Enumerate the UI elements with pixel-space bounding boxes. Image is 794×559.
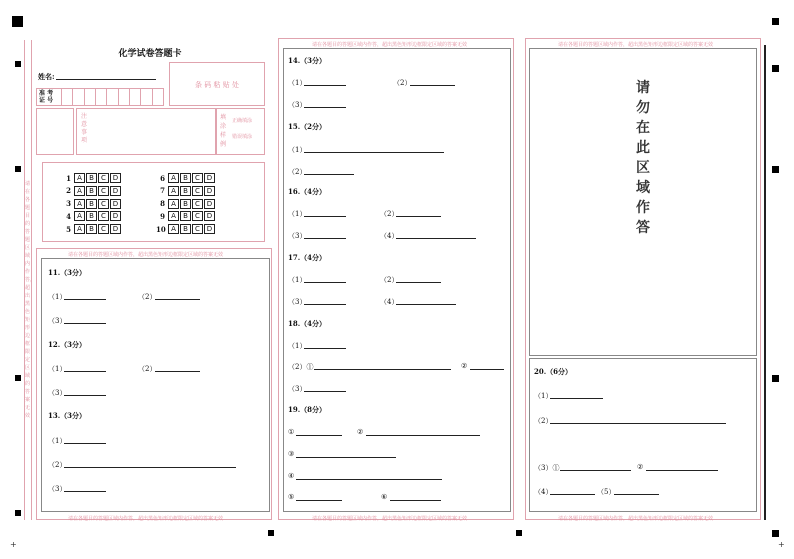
ticket-label-1: 准 考 <box>39 90 54 97</box>
q16-3-blank[interactable] <box>304 238 346 239</box>
barcode-label: 条 码 粘 贴 处 <box>195 81 239 89</box>
q20-4-blank[interactable] <box>550 494 595 495</box>
mc-option-3-b[interactable]: B <box>86 199 97 209</box>
mc-number: 10 <box>156 224 166 234</box>
q11-head: 11.（3分） <box>48 268 87 277</box>
no-answer-char: 勿 <box>636 100 650 116</box>
q17-3-blank[interactable] <box>304 304 346 305</box>
q20-1-label: （1） <box>534 392 553 400</box>
q14-head: 14.（3分） <box>288 56 327 65</box>
mc-number: 9 <box>160 211 165 221</box>
no-answer-char: 域 <box>636 180 650 196</box>
q13-2-blank[interactable] <box>64 467 236 468</box>
q16-head: 16.（4分） <box>288 187 327 196</box>
right-edge-line <box>764 45 766 520</box>
q12-2-blank[interactable] <box>155 371 200 372</box>
mc-option-9-a[interactable]: A <box>168 211 179 221</box>
q17-4-blank[interactable] <box>396 304 456 305</box>
corner-mark-tl <box>12 16 23 27</box>
q19-1-label: ① <box>288 428 295 436</box>
q20-2-blank[interactable] <box>550 423 726 424</box>
mc-option-2-a[interactable]: A <box>74 186 85 196</box>
mc-number: 8 <box>160 199 165 209</box>
mc-number: 2 <box>66 186 71 196</box>
q17-2-blank[interactable] <box>396 282 441 283</box>
mc-option-2-c[interactable]: C <box>98 186 109 196</box>
q17-3-label: （3） <box>288 298 307 306</box>
mc-option-9-d[interactable]: D <box>204 211 215 221</box>
notice-left-box <box>36 108 74 155</box>
q13-3-blank[interactable] <box>64 491 106 492</box>
mc-option-5-a[interactable]: A <box>74 224 85 234</box>
q18-1-label: （1） <box>288 342 307 350</box>
area-2-bottom-warning: 请在各题目的答题区域内作答，超出黑色矩形边框限定区域的答案无效 <box>312 516 468 522</box>
q12-3-label: （3） <box>48 389 67 397</box>
q14-3-label: （3） <box>288 101 307 109</box>
mc-option-6-a[interactable]: A <box>168 173 179 183</box>
mc-option-9-b[interactable]: B <box>180 211 191 221</box>
mc-option-6-b[interactable]: B <box>180 173 191 183</box>
mc-number: 7 <box>160 186 165 196</box>
q12-head: 12.（3分） <box>48 340 87 349</box>
q17-2-label: （2） <box>380 276 399 284</box>
mc-row-8 <box>156 199 216 209</box>
q14-1-label: （1） <box>288 79 307 87</box>
timing-mark <box>772 166 779 173</box>
mc-option-7-b[interactable]: B <box>180 186 191 196</box>
mc-option-3-a[interactable]: A <box>74 199 85 209</box>
timing-mark <box>268 530 274 536</box>
q20-3b-label: ② <box>637 463 644 471</box>
fill-wrong-label: 错误填涂 <box>232 134 253 140</box>
q11-3-label: （3） <box>48 317 67 325</box>
mc-row-6 <box>156 173 216 183</box>
mc-option-6-d[interactable]: D <box>204 173 215 183</box>
q11-1-blank[interactable] <box>64 299 106 300</box>
q14-3-blank[interactable] <box>304 107 346 108</box>
q19-6-label: ⑥ <box>381 493 388 501</box>
no-answer-char: 区 <box>636 160 650 176</box>
q15-1-blank[interactable] <box>304 152 444 153</box>
mc-option-4-d[interactable]: D <box>110 211 121 221</box>
fill-example-title: 填涂样例 <box>220 114 227 148</box>
q15-head: 15.（2分） <box>288 122 327 131</box>
mc-row-1 <box>62 173 122 183</box>
q12-2-label: （2） <box>138 365 157 373</box>
q11-2-label: （2） <box>138 293 157 301</box>
q16-1-label: （1） <box>288 210 307 218</box>
no-answer-char: 在 <box>636 120 650 136</box>
timing-mark <box>772 65 779 72</box>
no-answer-char: 请 <box>636 80 650 96</box>
mc-option-9-c[interactable]: C <box>192 211 203 221</box>
q13-1-blank[interactable] <box>64 443 106 444</box>
mc-option-7-d[interactable]: D <box>204 186 215 196</box>
q18-2b-blank[interactable] <box>470 369 504 370</box>
q17-1-blank[interactable] <box>304 282 346 283</box>
mc-row-4 <box>62 211 122 221</box>
q17-head: 17.（4分） <box>288 253 327 262</box>
q11-3-blank[interactable] <box>64 323 106 324</box>
mc-row-3 <box>62 199 122 209</box>
q20-3-label: （3）① <box>534 464 560 472</box>
q18-3-label: （3） <box>288 385 307 393</box>
q11-1-label: （1） <box>48 293 67 301</box>
q19-head: 19.（8分） <box>288 405 327 414</box>
mc-option-7-a[interactable]: A <box>168 186 179 196</box>
mc-option-10-d[interactable]: D <box>204 224 215 234</box>
mc-row-2 <box>62 186 122 196</box>
timing-mark <box>516 530 522 536</box>
area-3-top-warning: 请在各题目的答题区域内作答，超出黑色矩形边框限定区域的答案无效 <box>558 42 714 48</box>
q19-5-blank[interactable] <box>296 500 342 501</box>
q16-2-label: （2） <box>380 210 399 218</box>
mc-row-10 <box>156 224 216 234</box>
page-title: 化学试卷答题卡 <box>118 49 182 59</box>
q20-5-blank[interactable] <box>614 494 659 495</box>
mc-option-8-c[interactable]: C <box>192 199 203 209</box>
q16-4-blank[interactable] <box>396 238 476 239</box>
mc-number: 1 <box>66 173 71 183</box>
q18-2a-blank[interactable] <box>314 369 451 370</box>
fill-correct-label: 正确填涂 <box>232 118 253 124</box>
mc-option-1-c[interactable]: C <box>98 173 109 183</box>
area-1-bottom-warning: 请在各题目的答题区域内作答，超出黑色矩形边框限定区域的答案无效 <box>68 516 224 522</box>
q15-2-blank[interactable] <box>304 174 354 175</box>
q15-2-label: （2） <box>288 168 307 176</box>
timing-mark <box>15 375 21 381</box>
no-answer-char: 此 <box>636 140 650 156</box>
mc-option-8-d[interactable]: D <box>204 199 215 209</box>
answer-area-3[interactable] <box>529 358 757 512</box>
binding-warning: 请在各题目的答题区域内作答，超出黑色矩形边框限定区域的答案无效 <box>25 181 36 419</box>
q18-2-label: （2）① <box>288 363 314 371</box>
q16-2-blank[interactable] <box>396 216 441 217</box>
crop-mark: + <box>10 540 17 549</box>
mc-row-7 <box>156 186 216 196</box>
timing-mark <box>15 166 21 172</box>
timing-mark <box>772 375 779 382</box>
mc-number: 4 <box>66 211 71 221</box>
q13-2-label: （2） <box>48 461 67 469</box>
q16-3-label: （3） <box>288 232 307 240</box>
q20-2-label: （2） <box>534 417 553 425</box>
q20-3a-blank[interactable] <box>560 470 631 471</box>
q17-4-label: （4） <box>380 298 399 306</box>
mc-option-1-b[interactable]: B <box>86 173 97 183</box>
q12-1-blank[interactable] <box>64 371 106 372</box>
q19-2-blank[interactable] <box>366 435 480 436</box>
mc-option-8-b[interactable]: B <box>180 199 191 209</box>
q19-2-label: ② <box>357 428 364 436</box>
area-3-bottom-warning: 请在各题目的答题区域内作答，超出黑色矩形边框限定区域的答案无效 <box>558 516 714 522</box>
q13-1-label: （1） <box>48 437 67 445</box>
q19-1-blank[interactable] <box>296 435 342 436</box>
timing-mark <box>15 61 21 67</box>
q12-1-label: （1） <box>48 365 67 373</box>
q20-1-blank[interactable] <box>550 398 603 399</box>
q18-2b-label: ② <box>461 362 468 370</box>
mc-option-4-c[interactable]: C <box>98 211 109 221</box>
mc-option-8-a[interactable]: A <box>168 199 179 209</box>
mc-option-5-b[interactable]: B <box>86 224 97 234</box>
timing-mark <box>772 530 779 537</box>
mc-row-5 <box>62 224 122 234</box>
no-answer-char: 作 <box>636 200 650 216</box>
timing-mark <box>15 510 21 516</box>
q20-head: 20.（6分） <box>534 367 573 376</box>
q16-1-blank[interactable] <box>304 216 346 217</box>
q20-5-label: （5） <box>597 488 616 496</box>
q19-6-blank[interactable] <box>390 500 441 501</box>
mc-option-4-a[interactable]: A <box>74 211 85 221</box>
corner-mark-tr <box>772 18 779 25</box>
area-2-top-warning: 请在各题目的答题区域内作答，超出黑色矩形边框限定区域的答案无效 <box>312 42 468 48</box>
q12-3-blank[interactable] <box>64 395 106 396</box>
name-label: 姓名: <box>38 72 55 81</box>
notice-box <box>76 108 216 155</box>
mc-row-9 <box>156 211 216 221</box>
q19-5-label: ⑤ <box>288 493 295 501</box>
q15-1-label: （1） <box>288 146 307 154</box>
mc-option-6-c[interactable]: C <box>192 173 203 183</box>
q19-3-label: ③ <box>288 450 295 458</box>
mc-option-4-b[interactable]: B <box>86 211 97 221</box>
barcode-area <box>169 62 265 106</box>
mc-option-1-d[interactable]: D <box>110 173 121 183</box>
mc-option-1-a[interactable]: A <box>74 173 85 183</box>
mc-option-10-a[interactable]: A <box>168 224 179 234</box>
q19-4-blank[interactable] <box>296 479 442 480</box>
q18-1-blank[interactable] <box>304 348 346 349</box>
mc-option-10-b[interactable]: B <box>180 224 191 234</box>
no-answer-char: 答 <box>636 220 650 236</box>
q19-3-blank[interactable] <box>296 457 396 458</box>
notice-title: 注意事项 <box>81 113 88 144</box>
name-field[interactable] <box>56 79 156 80</box>
q16-4-label: （4） <box>380 232 399 240</box>
mc-option-7-c[interactable]: C <box>192 186 203 196</box>
mc-number: 6 <box>160 173 165 183</box>
mc-option-5-d[interactable]: D <box>110 224 121 234</box>
q14-2-blank[interactable] <box>410 85 455 86</box>
q19-4-label: ④ <box>288 472 295 480</box>
mc-option-2-b[interactable]: B <box>86 186 97 196</box>
q18-head: 18.（4分） <box>288 319 327 328</box>
mc-number: 5 <box>66 224 71 234</box>
q13-3-label: （3） <box>48 485 67 493</box>
q13-head: 13.（3分） <box>48 411 87 420</box>
ticket-number-grid[interactable] <box>36 88 164 106</box>
q14-1-blank[interactable] <box>304 85 346 86</box>
crop-mark: + <box>778 540 785 549</box>
mc-number: 3 <box>66 199 71 209</box>
area-1-top-warning: 请在各题目的答题区域内作答，超出黑色矩形边框限定区域的答案无效 <box>68 252 224 258</box>
q18-3-blank[interactable] <box>304 391 346 392</box>
q17-1-label: （1） <box>288 276 307 284</box>
mc-option-5-c[interactable]: C <box>98 224 109 234</box>
fill-example-box <box>216 108 265 155</box>
q14-2-label: （2） <box>393 79 412 87</box>
q11-2-blank[interactable] <box>155 299 200 300</box>
ticket-label-2: 证 号 <box>39 97 54 104</box>
q20-3b-blank[interactable] <box>646 470 718 471</box>
q20-4-label: （4） <box>534 488 553 496</box>
mc-option-3-d[interactable]: D <box>110 199 121 209</box>
mc-option-10-c[interactable]: C <box>192 224 203 234</box>
mc-option-3-c[interactable]: C <box>98 199 109 209</box>
mc-option-2-d[interactable]: D <box>110 186 121 196</box>
